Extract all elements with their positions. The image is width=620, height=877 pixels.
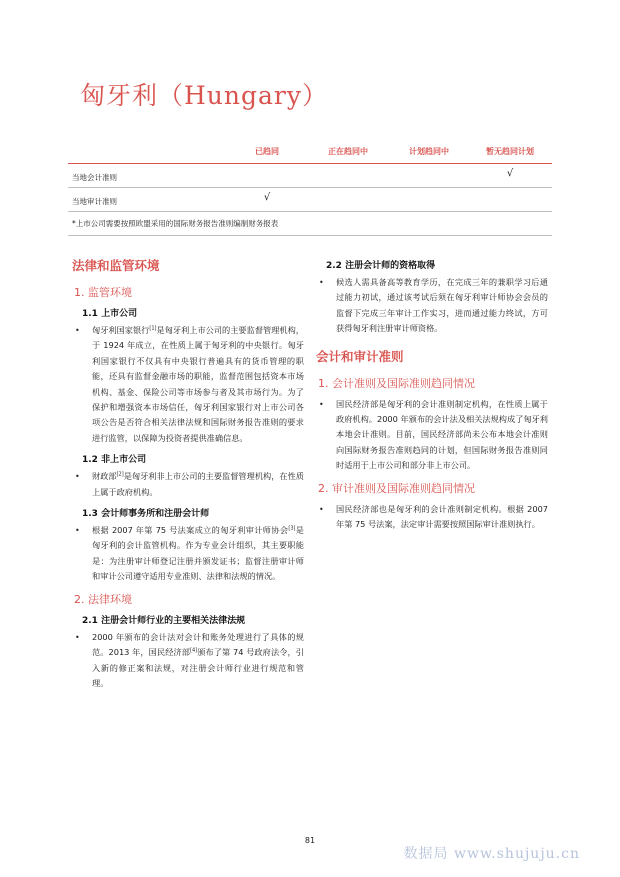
subsubsection-qualification: 2.2 注册会计师的资格取得 bbox=[326, 261, 436, 271]
subsubsection-laws: 2.1 注册会计师行业的主要相关法律法规 bbox=[82, 615, 246, 626]
subsection-accounting-convergence: 1. 会计准则及国际准则趋同情况 bbox=[318, 376, 475, 390]
right-column bbox=[316, 258, 548, 538]
column-header-planned: 计划趋同中 bbox=[409, 147, 449, 156]
paragraph-qualification: • 候选人需具备高等教育学历，在完成三年的兼职学习后通过能力初试，通过该考试后须在匈牙利审计师协会会员的监督下完成三年审计工作实习，进而通过能力终试，方可获得匈牙利注册审计师资格。 bbox=[316, 275, 548, 337]
table-footnote: *上市公司需要按照欧盟采用的国际财务报告准则编制财务报表 bbox=[68, 212, 552, 236]
subsubsection-firms: 1.3 会计师事务所和注册会计师 bbox=[82, 509, 210, 520]
check-mark: √ bbox=[263, 192, 271, 203]
subsubsection-unlisted: 1.2 非上市公司 bbox=[82, 455, 147, 466]
page-title: 匈牙利（Hungary） bbox=[80, 81, 328, 110]
paragraph-listed: • 匈牙利国家银行[1]是匈牙利上市公司的主要监督管理机构，于 1924 年成立，在性质上属于匈牙利的中央银行。匈牙利国家银行不仅具有中央银行普遍具有的货币管理的职能，还具有监督金融市场的职能，监督范围包括资本市场机构、基金、保险公司等市场参与者及其市场行为。为了保护和增强资本市场信任，匈牙利国家银行对上市公司各项公告是否符合相关法律法规和国际财务报告准则的要求进行监管，以保障为投资者提供准确信息。 bbox=[72, 323, 304, 446]
paragraph-laws: • 2000 年颁布的会计法对会计和账务处理进行了具体的规范。2013 年，国民经济部[4]颁布了第 74 号政府法令，引入新的修正案和法规，对注册会计师行业进行规范和管理。 bbox=[72, 630, 304, 692]
row-label-accounting: 当地会计准则 bbox=[72, 173, 117, 182]
subsection-legal: 2. 法律环境 bbox=[74, 592, 132, 606]
page-number: 81 bbox=[304, 836, 316, 845]
subsection-regulatory: 1. 监管环境 bbox=[74, 286, 132, 299]
row-label-auditing: 当地审计准则 bbox=[72, 197, 117, 206]
column-header-converged: 已趋同 bbox=[255, 147, 279, 156]
watermark: 数据局 www.shujuju.cn bbox=[403, 846, 580, 862]
table-row bbox=[68, 188, 552, 212]
check-mark: √ bbox=[506, 168, 514, 179]
column-header-no-plan: 暂无趋同计划 bbox=[486, 147, 534, 156]
paragraph-unlisted: • 财政部[2]是匈牙利非上市公司的主要监督管理机构，在性质上属于政府机构。 bbox=[72, 469, 304, 500]
paragraph-accounting-convergence: • 国民经济部是匈牙利的会计准则制定机构，在性质上属于政府机构。2000 年颁布的会计法及相关法规构成了匈牙利本地会计准则。目前，国民经济部尚未公布本地会计准则向国际财务报告准则趋同的计划，但国际财务报告准则同时适用于上市公司和部分非上市公司。 bbox=[316, 397, 548, 474]
table-row bbox=[68, 164, 552, 188]
column-header-converging: 正在趋同中 bbox=[328, 147, 368, 156]
convergence-status-table bbox=[68, 144, 552, 236]
status-table-header bbox=[68, 144, 552, 164]
paragraph-firms: • 根据 2007 年第 75 号法案成立的匈牙利审计师协会[3]是匈牙利的会计监管机构。作为专业会计组织，其主要职能是：为注册审计师登记注册并颁发证书；监督注册审计师和审计公司遵守适用专业准则、法律和法规的情况。 bbox=[72, 523, 304, 585]
section-heading-standards: 会计和审计准则 bbox=[316, 348, 404, 364]
left-column bbox=[72, 256, 304, 697]
section-heading-legal: 法律和监管环境 bbox=[72, 258, 160, 273]
paragraph-auditing-convergence: • 国民经济部也是匈牙利的会计准则制定机构。根据 2007 年第 75 号法案，法定审计需要按照国际审计准则执行。 bbox=[316, 502, 548, 533]
subsubsection-listed: 1.1 上市公司 bbox=[82, 309, 138, 319]
subsection-auditing-convergence: 2. 审计准则及国际准则趋同情况 bbox=[318, 481, 475, 495]
